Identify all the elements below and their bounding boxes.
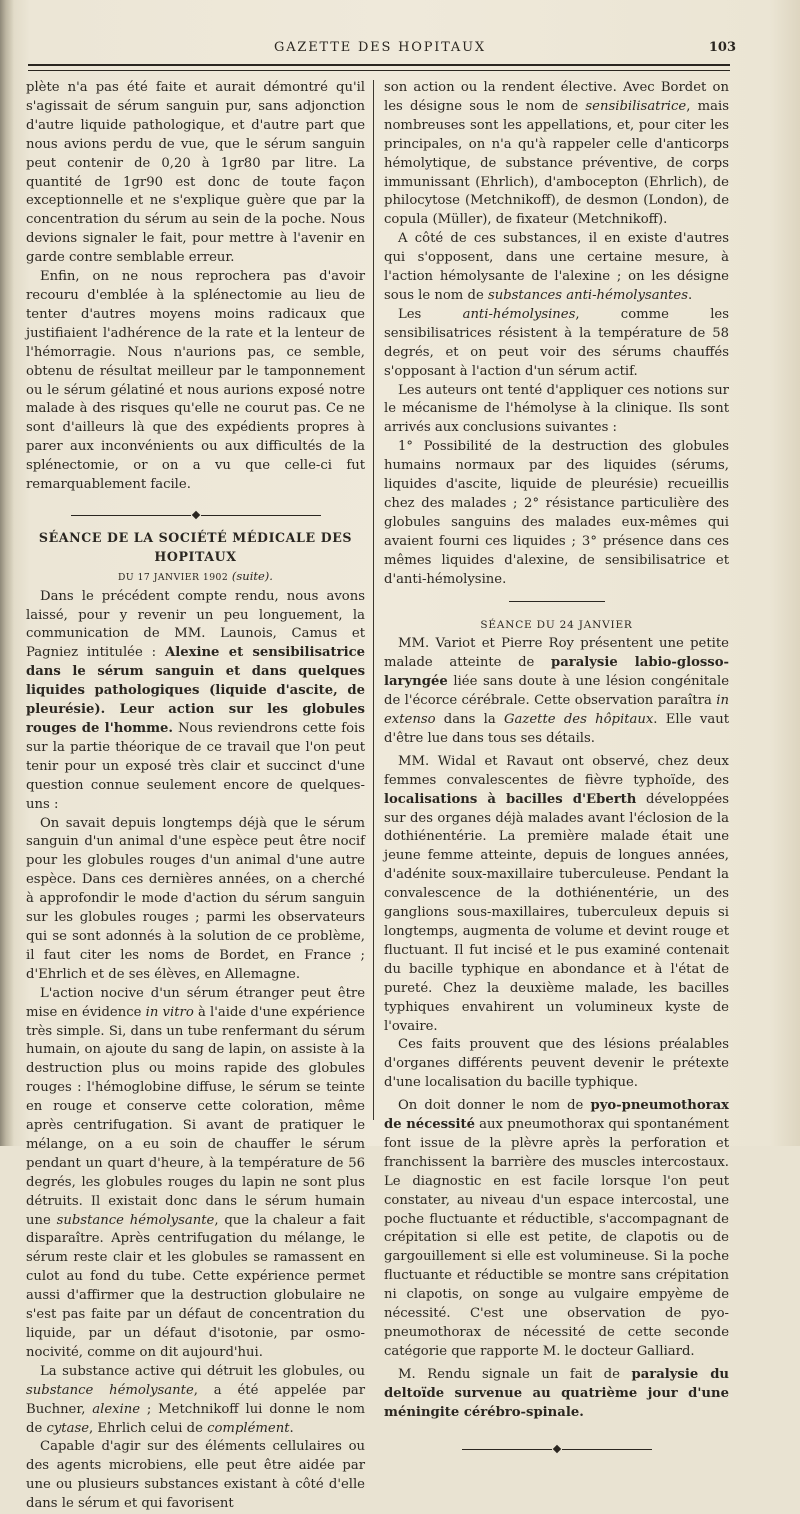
paragraph xyxy=(384,1097,729,1362)
bold-title: Alexine et sensibilisatrice dans le sérum sanguin et dans quelques liquides pathologiques (liquide d'ascite, de pleurésie). Leur action sur les globules rouges de l'homme. xyxy=(26,645,366,736)
text-run: dans la xyxy=(435,712,504,727)
italic-term: in vitro xyxy=(145,1004,194,1020)
text-run: Dans le précédent compte rendu, nous avons laissé, pour y revenir un peu longuement, la communication de MM. Launois, Camus et Pagniez intitulée : xyxy=(26,588,365,661)
journal-title: GAZETTE DES HOPITAUX xyxy=(274,40,486,55)
right-column xyxy=(384,79,729,1463)
paragraph xyxy=(384,1366,729,1423)
paragraph xyxy=(26,1363,365,1439)
ornament-rule xyxy=(462,1449,552,1450)
column-separator xyxy=(373,80,374,1120)
text-run: La substance active qui détruit les globules, ou xyxy=(40,1363,365,1379)
ornament-diamond xyxy=(191,511,199,519)
paragraph: Ces faits prouvent que des lésions préalables d'organes différents peuvent devenir le prétexte d'une localisation du bacille typhique. xyxy=(384,1037,729,1091)
left-column xyxy=(26,79,365,1514)
text-run: à l'aide d'une expérience très simple. Si, dans un tube renfermant du sérum humain, on ajoute du sang de lapin, on assiste à la destruction plus ou moins rapide des globules rouges : l'hémoglobine diffuse, le sérum se teinte en rouge et conserve cette coloration, même après centrifugation. Si avant de pratiquer le mélange, on a eu soin de chauffer le sérum pendant un quart d'heure, à la température de 56 degrés, les globules rouges du lapin ne sont plus détruits. Il existait donc dans le sérum humain une xyxy=(26,1004,365,1228)
paragraph: Les auteurs ont tenté d'appliquer ces notions sur le mécanisme de l'hémolyse à la clinique. Ils sont arrivés aux conclusions suivantes : xyxy=(384,382,729,436)
paragraph: 1° Possibilité de la destruction des globules humains normaux par des liquides (sérums, liquides d'ascite, liquide de pleurésie) recueillis chez des malades ; 2° résistance particulière des globules sanguins des malades eux-mêmes qui avaient fourni ces liquides ; 3° présence dans ces mêmes liquides d'alexine, de sensibilisatrice et d'anti-hémolysine. xyxy=(384,439,729,587)
italic-term: anti-hémolysines xyxy=(462,306,576,322)
text-run: aux pneumothorax qui spontanément font issue de la plèvre après la perforation et franchissent la barrière des muscles intercostaux. Le diagnostic en est facile lorsque l'on peut constater, au niveau d'un espace intercostal, une poche fluctuante et réductible, s'accompagnant de crépitation si elle est petite, de clapotis ou de gargouillement si elle est volumineuse. Si la poche fluctuante et réductible se montre sans crépitation ni clapotis, on songe au vulgaire empyème de nécessité. C'est une observation de pyo-pneumothorax de nécessité de cette seconde catégorie que rapporte M. le docteur Galliard. xyxy=(384,1117,729,1359)
paragraph xyxy=(384,753,729,1037)
closing-ornament xyxy=(384,1441,729,1451)
section-ornament xyxy=(26,507,365,517)
paragraph: plète n'a pas été faite et aurait démontré qu'il s'agissait de sérum sanguin pur, sans adjonction d'autre liquide pathologique, et d'autre part que nous avions perdu de vue, que le sérum sanguin peut contenir de 0,20 à 1gr80 par litre. La quantité de 1gr90 est donc de toute façon exceptionnelle et ne s'explique guère que par la concentration du sérum au sein de la poche. Nous devions signaler le fait, pour mettre à l'avenir en garde contre semblable erreur. xyxy=(26,80,365,266)
italic-term: Gazette des hôpitaux xyxy=(504,712,654,727)
italic-term: substance hémolysante xyxy=(56,1212,215,1228)
text-run: . Elle vaut d'être lue dans tous ses détails. xyxy=(384,712,729,746)
text-run: Les xyxy=(398,306,463,322)
section-suite: (suite). xyxy=(231,568,273,583)
ornament-diamond xyxy=(552,1445,560,1453)
text-run: , comme les sensibilisatrices résistent à la température de 58 degrés, et on peut voir des sérums chauffés s'opposant à l'action d'un sérum actif. xyxy=(384,306,729,379)
text-run: son action ou la rendent élective. Avec Bordet on les désigne sous le nom de xyxy=(384,80,729,114)
header-rule-thin xyxy=(28,70,730,71)
ornament-rule xyxy=(201,515,321,516)
text-run: développées sur des organes déjà malades avant l'éclosion de la dothiénentérie. La première malade était une jeune femme atteinte, depuis de longues années, d'adénite soux-maxillaire tuberculeuse. Pendant la convalescence de la dothiénentérie, un des ganglions sous-maxillaires, tuberculeux depuis si longtemps, augmenta de volume et devint rouge et fluctuant. Il fut incisé et le pus examiné contenait du bacille typhique en abondance et à l'état de pureté. Chez la deuxième malade, les bacilles typhiques envahirent un volumineux kyste de l'ovaire. xyxy=(384,791,729,1034)
text-run: MM. Widal et Ravaut ont observé, chez deux femmes convalescentes de fièvre typhoïde, des xyxy=(384,753,729,788)
paragraph: Enfin, on ne nous reprochera pas d'avoir recouru d'emblée à la splénectomie au lieu de tenter d'autres moyens moins radicaux que justifiaient l'adhérence de la rate et la lenteur de l'hémorragie. Nous n'aurions pas, ce semble, obtenu de résultat meilleur par le tamponnement ou le sérum gélatiné et nous aurions exposé notre malade à des risques qu'elle ne courut pas. Ce ne sont d'ailleurs là que des expédients propres à parer aux inconvénients ou aux difficultés de la splénectomie, or on a vu que celle-ci fut remarquablement facile. xyxy=(26,269,365,493)
italic-term: complément xyxy=(207,1420,290,1436)
paragraph: Capable d'agir sur des éléments cellulaires ou des agents microbiens, elle peut être aidée par une ou plusieurs substances existant à côté d'elle dans le sérum et qui favorisent xyxy=(26,1439,365,1512)
text-run: Nous reviendrons cette fois sur la partie théorique de ce travail que l'on peut tenir pour un exposé très clair et succinct d'une question connue seulement encore de quelques-uns : xyxy=(26,721,365,812)
text-run: M. Rendu signale un fait de xyxy=(398,1366,632,1382)
italic-term: cytase xyxy=(46,1420,90,1436)
paragraph xyxy=(384,635,729,748)
section-title: SÉANCE DE LA SOCIÉTÉ MÉDICALE DES HOPITAUX xyxy=(38,529,353,564)
italic-term: substances anti-hémolysantes xyxy=(487,287,688,303)
header-rule-thick xyxy=(28,64,730,66)
italic-term: alexine xyxy=(92,1401,141,1417)
bold-term: localisations à bacilles d'Eberth xyxy=(384,791,637,807)
text-run: , a été appelée par Buchner, xyxy=(26,1382,365,1417)
paragraph xyxy=(384,79,729,230)
page-header xyxy=(24,40,736,62)
ornament-rule xyxy=(562,1449,652,1450)
bold-term: paralysie du deltoïde survenue au quatrième jour d'une méningite cérébro-spinale. xyxy=(384,1366,730,1420)
section-date-text: DU 17 JANVIER 1902 xyxy=(118,571,229,583)
paragraph xyxy=(26,985,365,1363)
binding-shadow xyxy=(0,0,14,1146)
paragraph xyxy=(384,230,729,306)
section-date xyxy=(26,567,365,588)
text-run: , Ehrlich celui de xyxy=(89,1420,208,1436)
page-number: 103 xyxy=(708,40,736,55)
italic-term: substance hémolysante xyxy=(26,1382,194,1398)
paragraph xyxy=(26,588,365,815)
text-run: L'action nocive d'un sérum étranger peut être mise en évidence xyxy=(26,985,365,1020)
text-run: On doit donner le nom de xyxy=(398,1098,591,1114)
paragraph: On savait depuis longtemps déjà que le sérum sanguin d'un animal d'une espèce peut être nocif pour les globules rouges d'un animal d'une autre espèce. Dans ces dernières années, on a cherché à approfondir le mode d'action du sérum sanguin sur les globules rouges ; parmi les observateurs qui se sont adonnés à la solution de ce problème, il faut citer les noms de Bordet, en France ; d'Ehrlich et de ses élèves, en Allemagne. xyxy=(26,815,365,982)
text-run: . xyxy=(289,1420,294,1436)
italic-term: sensibilisatrice xyxy=(585,98,687,114)
text-run: A côté de ces substances, il en existe d'autres qui s'opposent, dans une certaine mesure, à l'action hémolysante de l'alexine ; on les désigne sous le nom de xyxy=(384,231,729,303)
italic-term: in extenso xyxy=(384,693,729,727)
text-run: MM. Variot et Pierre Roy présentent une petite malade atteinte de xyxy=(384,636,729,671)
text-run: liée sans doute à une lésion congénitale de l'écorce cérébrale. Cette observation paraîtra xyxy=(384,674,729,709)
ornament-rule xyxy=(71,515,191,516)
bold-term: pyo-pneumothorax de nécessité xyxy=(384,1098,729,1133)
text-run: ; Metchnikoff lui donne le nom de xyxy=(26,1401,365,1436)
paragraph xyxy=(384,306,729,382)
session-heading: SÉANCE DU 24 JANVIER xyxy=(480,619,633,632)
text-run: . xyxy=(687,287,693,303)
section-rule xyxy=(509,601,605,602)
bold-term: paralysie labio-glosso-laryngée xyxy=(384,655,729,690)
text-run: , que la chaleur a fait disparaître. Après centrifugation du mélange, le sérum reste clair et les globules se ramassent en culot au fond du tube. Cette expérience permet aussi d'affirmer que la destruction globulaire ne s'est pas faite par un défaut de concentration du liquide, par un défaut d'isotonie, par osmo-nocivité, comme on dit aujourd'hui. xyxy=(26,1212,366,1360)
text-run: , mais nombreuses sont les appellations, et, pour citer les principales, on n'a qu'à rappeler celle d'anticorps hémolytique, de substance préventive, de corps immunissant (Ehrlich), d'ambocepton (Ehrlich), de philocytose (Metchnikoff), de desmon (London), de copula (Müller), de fixateur (Metchnikoff). xyxy=(384,98,729,228)
